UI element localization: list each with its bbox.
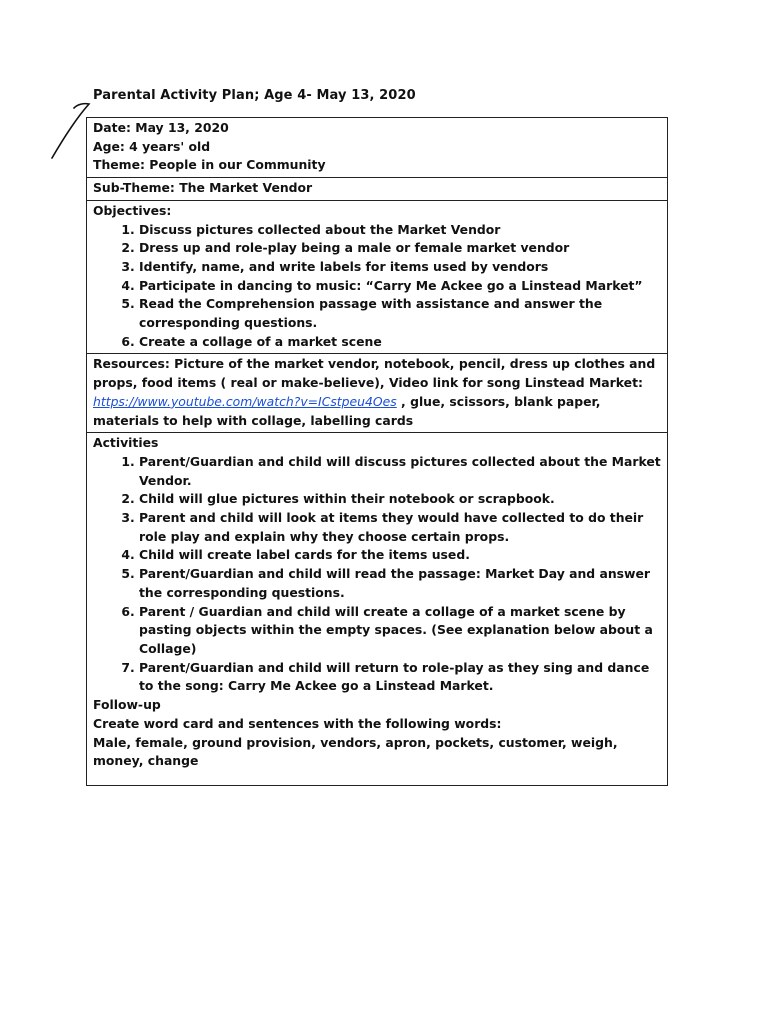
plan-table bbox=[86, 117, 668, 786]
video-link[interactable]: https://www.youtube.com/watch?v=ICstpeu4Oes bbox=[93, 393, 397, 409]
theme-line: Theme: People in our Community bbox=[93, 157, 326, 173]
activity-item: 6. Parent / Guardian and child will create a collage of a market scene by pasting objects within the empty spaces. (See explanation below about a Collage) bbox=[139, 603, 661, 659]
sub-theme-cell bbox=[87, 177, 667, 200]
resources-cell bbox=[87, 353, 667, 432]
objectives-cell bbox=[87, 200, 667, 354]
date-line: Date: May 13, 2020 bbox=[93, 120, 229, 135]
followup-words: Male, female, ground provision, vendors, apron, pockets, customer, weigh, money, change bbox=[93, 734, 618, 769]
objective-item: 3. Identify, name, and write labels for items used by vendors bbox=[139, 258, 661, 277]
activity-item: 1. Parent/Guardian and child will discuss pictures collected about the Market Vendor. bbox=[139, 453, 661, 490]
objectives-heading: Objectives: bbox=[93, 202, 172, 218]
sub-theme-line: Sub-Theme: The Market Vendor bbox=[93, 180, 313, 196]
objective-item: 1. Discuss pictures collected about the Market Vendor bbox=[139, 221, 661, 240]
followup-heading: Follow-up bbox=[93, 697, 161, 713]
header-cell bbox=[87, 118, 667, 177]
activity-item: 4. Child will create label cards for the items used. bbox=[139, 546, 661, 565]
objective-item: 4. Participate in dancing to music: “Carry Me Ackee go a Linstead Market” bbox=[139, 277, 661, 296]
resources-text-after: , glue, scissors, blank paper, materials to help with collage, labelling cards bbox=[93, 393, 601, 428]
activity-item: 2. Child will glue pictures within their notebook or scrapbook. bbox=[139, 490, 661, 509]
objective-item: 6. Create a collage of a market scene bbox=[139, 333, 661, 352]
followup-intro: Create word card and sentences with the following words: bbox=[93, 715, 502, 731]
objective-item: 5. Read the Comprehension passage with assistance and answer the corresponding questions. bbox=[139, 295, 661, 332]
objectives-list bbox=[93, 221, 661, 352]
objective-item: 2. Dress up and role-play being a male or female market vendor bbox=[139, 239, 661, 258]
resources-text: Resources: Picture of the market vendor, notebook, pencil, dress up clothes and props, food items ( real or make-believe), Video link for song Linstead Market: bbox=[93, 356, 656, 391]
activity-item: 7. Parent/Guardian and child will return to role-play as they sing and dance to the song: Carry Me Ackee go a Linstead Market. bbox=[139, 659, 661, 696]
activity-item: 5. Parent/Guardian and child will read the passage: Market Day and answer the corresponding questions. bbox=[139, 565, 661, 602]
page-title: Parental Activity Plan; Age 4- May 13, 2020 bbox=[93, 88, 416, 103]
activities-heading: Activities bbox=[93, 435, 159, 451]
activity-item: 3. Parent and child will look at items they would have collected to do their role play and explain why they choose certain props. bbox=[139, 509, 661, 546]
age-line: Age: 4 years' old bbox=[93, 138, 211, 154]
activities-cell bbox=[87, 432, 667, 785]
activities-list bbox=[93, 453, 661, 696]
